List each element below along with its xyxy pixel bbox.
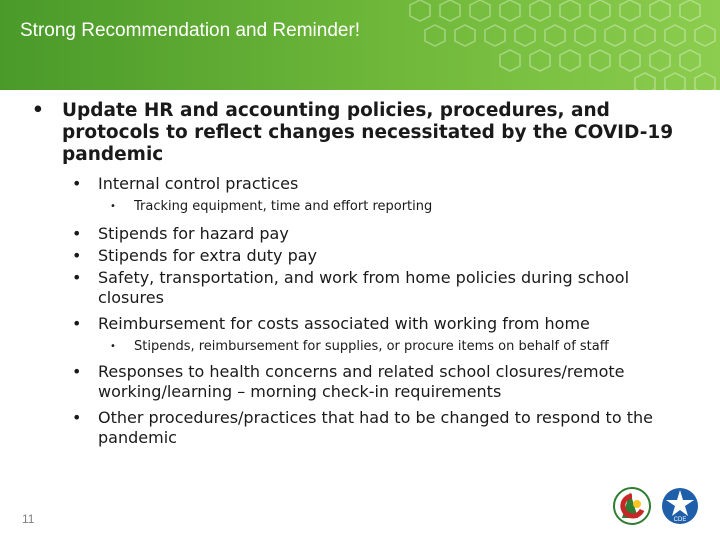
sub-bullet-text: Tracking equipment, time and effort reporting <box>134 199 433 214</box>
cde-star-logo <box>662 488 698 524</box>
slide-header <box>0 0 720 90</box>
bullet-marker: • <box>72 268 82 287</box>
bullet-text: Stipends for hazard pay <box>98 224 289 243</box>
bullet-marker: • <box>72 362 82 381</box>
bullet-item <box>30 224 690 244</box>
bullet-marker: • <box>110 341 116 352</box>
bullet-marker: • <box>110 201 116 212</box>
sub-bullet-item <box>30 338 690 356</box>
main-bullet-text: Update HR and accounting policies, procedures, and protocols to reflect changes necessitated by the COVID-19 pandemic <box>62 100 674 165</box>
hexagon-pattern-decoration <box>400 0 720 90</box>
bullet-marker: • <box>72 224 82 243</box>
bullet-marker: • <box>72 314 82 333</box>
bullet-text: Stipends for extra duty pay <box>98 246 318 265</box>
bullet-item <box>30 362 690 402</box>
bullet-text: Responses to health concerns and related school closures/remote working/learning – morning check-in requirements <box>98 362 625 401</box>
bullet-item <box>30 314 690 334</box>
colorado-tree-logo <box>614 488 650 524</box>
bullet-item <box>30 268 690 308</box>
bullet-item <box>30 174 690 194</box>
slide-body <box>30 100 690 448</box>
main-bullet-item <box>30 100 690 166</box>
bullet-text: Reimbursement for costs associated with working from home <box>98 314 590 333</box>
bullet-item <box>30 246 690 266</box>
bullet-text: Safety, transportation, and work from home policies during school closures <box>98 268 630 307</box>
bullet-text: Other procedures/practices that had to be changed to respond to the pandemic <box>98 408 653 447</box>
slide-title: Strong Recommendation and Reminder! <box>20 20 361 41</box>
footer-logos <box>610 480 706 528</box>
bullet-marker: • <box>72 174 82 193</box>
bullet-marker: • <box>32 100 44 121</box>
bullet-marker: • <box>72 408 82 427</box>
bullet-marker: • <box>72 246 82 265</box>
page-number: 11 <box>22 512 35 526</box>
bullet-text: Internal control practices <box>98 174 299 193</box>
sub-bullet-text: Stipends, reimbursement for supplies, or procure items on behalf of staff <box>134 339 609 354</box>
bullet-item <box>30 408 690 448</box>
cde-logo-text: CDE <box>673 517 687 523</box>
sub-bullet-item <box>30 198 690 216</box>
